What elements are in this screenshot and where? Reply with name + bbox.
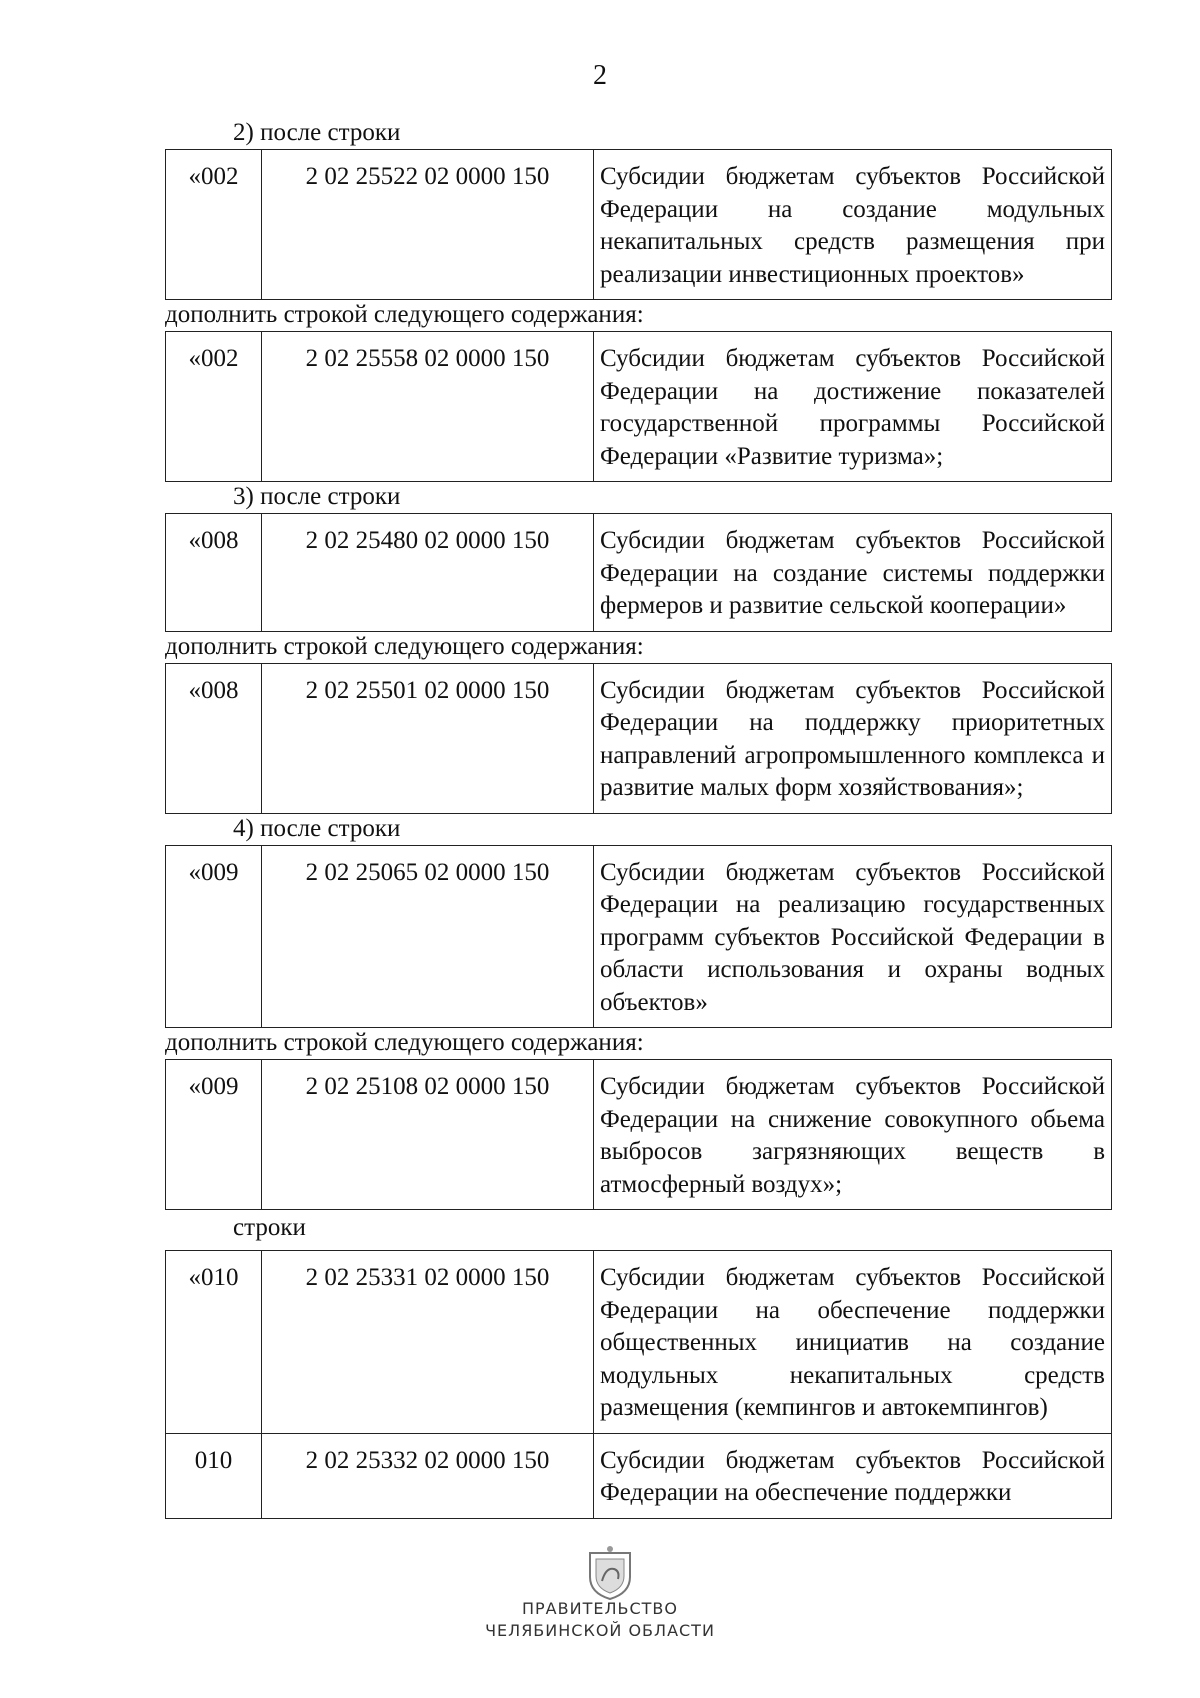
admin-code-cell: «009 (166, 1060, 262, 1210)
budget-table (165, 663, 1112, 814)
admin-code-cell: «002 (166, 332, 262, 482)
page-number: 2 (593, 60, 607, 91)
description-cell: Субсидии бюджетам субъектов Российской Федерации на обеспечение поддержки общественных инициатив на создание модульных некапитальных средств размещения (кемпингов и автокемпингов) (594, 1251, 1112, 1434)
table-row (166, 1433, 1112, 1518)
kbk-code-cell: 2 02 25331 02 0000 150 (262, 1251, 594, 1434)
admin-code-cell: «009 (166, 845, 262, 1028)
section-intro: 2) после строки (233, 119, 401, 146)
kbk-code-cell: 2 02 25558 02 0000 150 (262, 332, 594, 482)
table-row (166, 1251, 1112, 1434)
table-row (166, 150, 1112, 300)
budget-table (165, 1059, 1112, 1210)
kbk-code-cell: 2 02 25480 02 0000 150 (262, 514, 594, 632)
seal-caption (0, 1598, 1200, 1642)
table-row (166, 514, 1112, 632)
kbk-code-cell: 2 02 25501 02 0000 150 (262, 663, 594, 813)
table-row (166, 663, 1112, 813)
kbk-code-cell: 2 02 25065 02 0000 150 (262, 845, 594, 1028)
section-intro: дополнить строкой следующего содержания: (165, 632, 644, 660)
table-row (166, 845, 1112, 1028)
budget-table (165, 513, 1112, 632)
kbk-code-cell: 2 02 25332 02 0000 150 (262, 1433, 594, 1518)
budget-table (165, 1250, 1112, 1519)
section-intro: 4) после строки (233, 814, 401, 842)
description-cell: Субсидии бюджетам субъектов Российской Федерации на достижение показателей государственной программы Российской Федерации «Развитие туризма»; (594, 332, 1112, 482)
admin-code-cell: «008 (166, 663, 262, 813)
description-cell: Субсидии бюджетам субъектов Российской Федерации на обеспечение поддержки (594, 1433, 1112, 1518)
admin-code-cell: «002 (166, 150, 262, 300)
description-cell: Субсидии бюджетам субъектов Российской Федерации на создание модульных некапитальных средств размещения при реализации инвестиционных проектов» (594, 150, 1112, 300)
description-cell: Субсидии бюджетам субъектов Российской Федерации на реализацию государственных программ субъектов Российской Федерации в области использования и охраны водных объектов» (594, 845, 1112, 1028)
section-intro: строки (233, 1214, 306, 1241)
section-intro: 3) после строки (233, 483, 401, 510)
seal-line-2: ЧЕЛЯБИНСКОЙ ОБЛАСТИ (485, 1621, 715, 1640)
coat-of-arms-icon (584, 1545, 636, 1601)
description-cell: Субсидии бюджетам субъектов Российской Федерации на поддержку приоритетных направлений агропромышленного комплекса и развитие малых форм хозяйствования»; (594, 663, 1112, 813)
kbk-code-cell: 2 02 25108 02 0000 150 (262, 1060, 594, 1210)
kbk-code-cell: 2 02 25522 02 0000 150 (262, 150, 594, 300)
section-intro: дополнить строкой следующего содержания: (165, 301, 644, 328)
document-body (165, 118, 1120, 1519)
section-intro: дополнить строкой следующего содержания: (165, 1029, 644, 1056)
table-row (166, 1060, 1112, 1210)
admin-code-cell: 010 (166, 1433, 262, 1518)
admin-code-cell: «008 (166, 514, 262, 632)
seal-line-1: ПРАВИТЕЛЬСТВО (522, 1599, 678, 1618)
admin-code-cell: «010 (166, 1251, 262, 1434)
budget-table (165, 845, 1112, 1029)
description-cell: Субсидии бюджетам субъектов Российской Федерации на снижение совокупного обьема выбросов загрязняющих веществ в атмосферный воздух»; (594, 1060, 1112, 1210)
description-cell: Субсидии бюджетам субъектов Российской Федерации на создание системы поддержки фермеров и развитие сельской кооперации» (594, 514, 1112, 632)
budget-table (165, 331, 1112, 482)
budget-table (165, 149, 1112, 300)
table-row (166, 332, 1112, 482)
